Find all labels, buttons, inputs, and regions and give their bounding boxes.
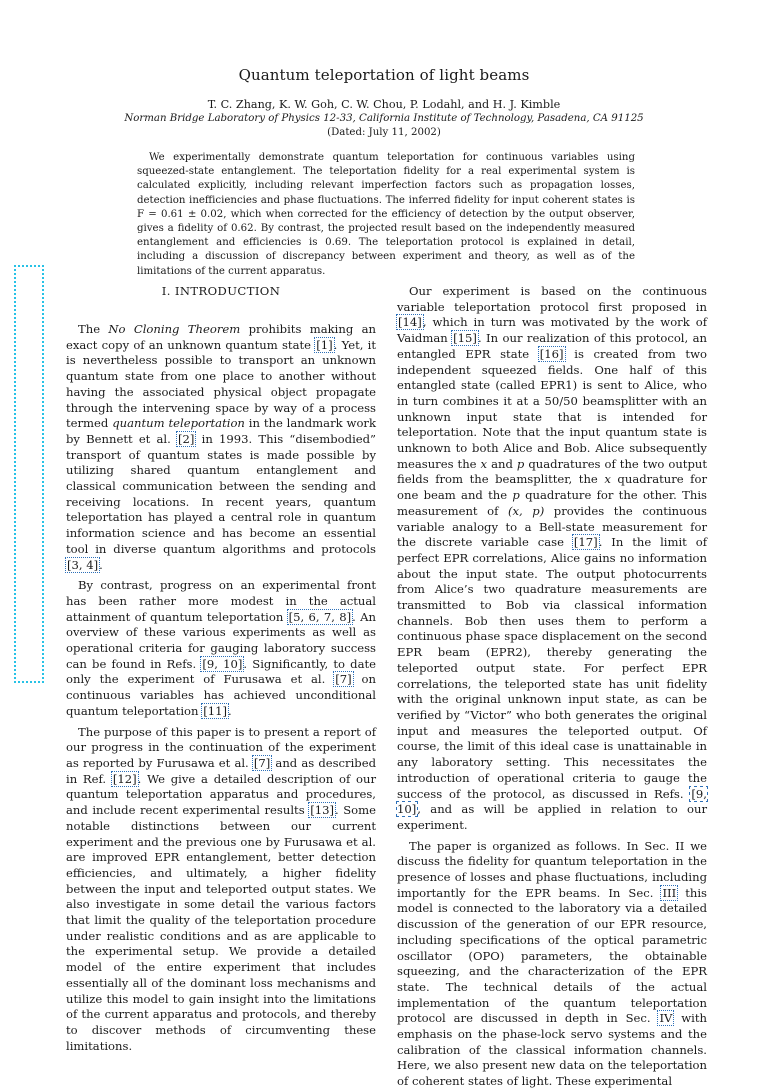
date-line: (Dated: July 11, 2002) xyxy=(327,127,441,138)
paragraph: The purpose of this paper is to present a report of our progress in the continuation of the experiment as reported by Furusawa et al. [7] and as described in Ref. [12]. We give a detailed description of our quantum teleportation apparatus and procedures, and include recent experimental results [13]. Some notable distinctions between our current experiment and the previous one by Furusawa et al. are improved EPR entanglement, better detection efficiencies, and ultimately, a higher fidelity between the input and teleported output states. We also investigate in some detail the various factors that limit the quality of the teleportation procedure under realistic conditions and as are applicable to the experimental setup. We provide a detailed model of the entire experiment that includes essentially all of the dominant loss mechanisms and utilize this model to gain insight into the limitations of the current apparatus and protocols, and thereby to discover methods of circumventing these limitations. xyxy=(66,724,377,1053)
paragraph: By contrast, progress on an experimental front has been rather more modest in the actual attainment of quantum teleportation [5, 6, 7, 8]. An overview of these various experiments as well as operational criteria for gauging laboratory success can be found in Refs. [9, 10]. Significantly, to date only the experiment of Furusawa et al. [7] on continuous variables has achieved unconditional quantum teleportation [11]. xyxy=(66,578,377,718)
right-column xyxy=(397,284,707,1090)
citation-link[interactable]: IV xyxy=(659,1011,673,1026)
citation-link[interactable]: [1] xyxy=(316,337,333,352)
citation-link[interactable]: [12] xyxy=(112,771,137,786)
abstract-text: We experimentally demonstrate quantum teleportation for continuous variables using squeezed-state entanglement. The teleportation fidelity for a real experimental system is calculated explicitly, including relevant imperfection factors such as propagation losses, detection inefficiencies and phase fluctuations. The inferred fidelity for input coherent states is F = 0.61 ± 0.02, which when corrected for the efficiency of detection by the output observer, gives a fidelity of 0.62. By contrast, the projected result based on the independently measured entanglement and efficiencies is 0.69. The teleportation protocol is explained in detail, including a discussion of discrepancy between experiment and theory, as well as of the limitations of the current apparatus. xyxy=(137,152,635,277)
citation-link[interactable]: [16] xyxy=(539,346,564,361)
citation-link[interactable]: [2] xyxy=(178,431,195,446)
author-list: T. C. Zhang, K. W. Goh, C. W. Chou, P. Lodahl, and H. J. Kimble xyxy=(207,98,561,111)
abstract xyxy=(137,151,635,279)
emphasis: p xyxy=(512,488,520,503)
section-heading: I. INTRODUCTION xyxy=(161,284,281,298)
citation-link[interactable]: [14] xyxy=(398,315,422,330)
citation-link[interactable]: [7] xyxy=(335,672,352,687)
citation-link[interactable]: [7] xyxy=(253,755,271,770)
citation-link[interactable]: [11] xyxy=(203,703,227,718)
affiliation: Norman Bridge Laboratory of Physics 12-33, California Institute of Technology, Pasadena, CA 91125 xyxy=(124,113,644,124)
emphasis: x xyxy=(480,456,488,471)
emphasis: quantum teleportation xyxy=(112,416,245,431)
margin-annotation-box xyxy=(14,265,44,683)
paragraph: The No Cloning Theorem prohibits making an exact copy of an unknown quantum state [1]. Yet, it is nevertheless possible to transport an unknown quantum state from one place to another without having the associated physical object propagate through the intervening space by way of a process termed quantum teleportation in the landmark work by Bennett et al. [2] in 1993. This “disembodied” transport of quantum states is made possible by utilizing shared quantum entanglement and classical communication between the sending and receiving locations. In recent years, quantum teleportation has played a central role in quantum information science and has become an essential tool in diverse quantum algorithms and protocols [3, 4]. xyxy=(66,322,377,572)
emphasis: p xyxy=(516,456,525,471)
paragraph: Our experiment is based on the continuous variable teleportation protocol first proposed in [14], which in turn was motivated by the work of Vaidman [15]. In our realization of this protocol, an entangled EPR state [16] is created from two independent squeezed fields. One half of this entangled state (called EPR1) is sent to Alice, who in turn combines it at a 50/50 beamsplitter with an unknown input state that is intended for teleportation. Note that the input quantum state is unknown to both Alice and Bob. Alice subsequently measures the x and p quadratures of the two output fields from the beamsplitter, the x quadrature for one beam and the p quadrature for the other. This measurement of (x, p) provides the continuous variable analogy to a Bell-state measurement for the discrete variable case [17]. In the limit of perfect EPR correlations, Alice gains no information about the input state. The output photocurrents from Alice’s two quadrature measurements are transmitted to Bob via classical information channels. Bob then uses them to perform a continuous phase space displacement on the second EPR beam (EPR2), thereby generating the teleported output state. For perfect EPR correlations, the teleported state has unit fidelity with the original unknown input state, as can be verified by “Victor” who both generates the original input and measures the teleported output. Of course, the limit of this ideal case is unattainable in any laboratory setting. This necessitates the introduction of operational criteria to gauge the success of the protocol, as discussed in Refs. [9, 10], and as will be applied in relation to our experiment. xyxy=(397,284,708,832)
citation-link[interactable]: [9, 10] xyxy=(202,656,243,671)
paper-title: Quantum teleportation of light beams xyxy=(238,66,530,84)
citation-link[interactable]: [3, 4] xyxy=(67,557,99,572)
emphasis: (x, p) xyxy=(507,503,545,518)
paragraph: The paper is organized as follows. In Sec. II we discuss the fidelity for quantum teleportation in the presence of losses and phase fluctuations, including importantly for the EPR beams. In Sec. III this model is connected to the laboratory via a detailed discussion of the generation of our EPR resource, including specifications of the optical parametric oscillator (OPO) parameters, the obtainable squeezing, and the characterization of the EPR state. The technical details of the actual implementation of the quantum teleportation protocol are discussed in depth in Sec. IV with emphasis on the phase-lock servo systems and the calibration of the classical information channels. Here, we also present new data on the teleportation of coherent states of light. These experimental xyxy=(397,838,707,1089)
citation-link[interactable]: [9, 10] xyxy=(397,786,707,817)
citation-link[interactable]: [13] xyxy=(310,803,334,818)
emphasis: x xyxy=(604,472,611,487)
citation-link[interactable]: [5, 6, 7, 8] xyxy=(288,609,352,624)
citation-link[interactable]: [17] xyxy=(573,535,598,550)
citation-link[interactable]: III xyxy=(662,885,677,900)
left-column xyxy=(66,284,376,1054)
citation-link[interactable]: [15] xyxy=(453,331,477,346)
emphasis: No Cloning Theorem xyxy=(108,322,241,336)
